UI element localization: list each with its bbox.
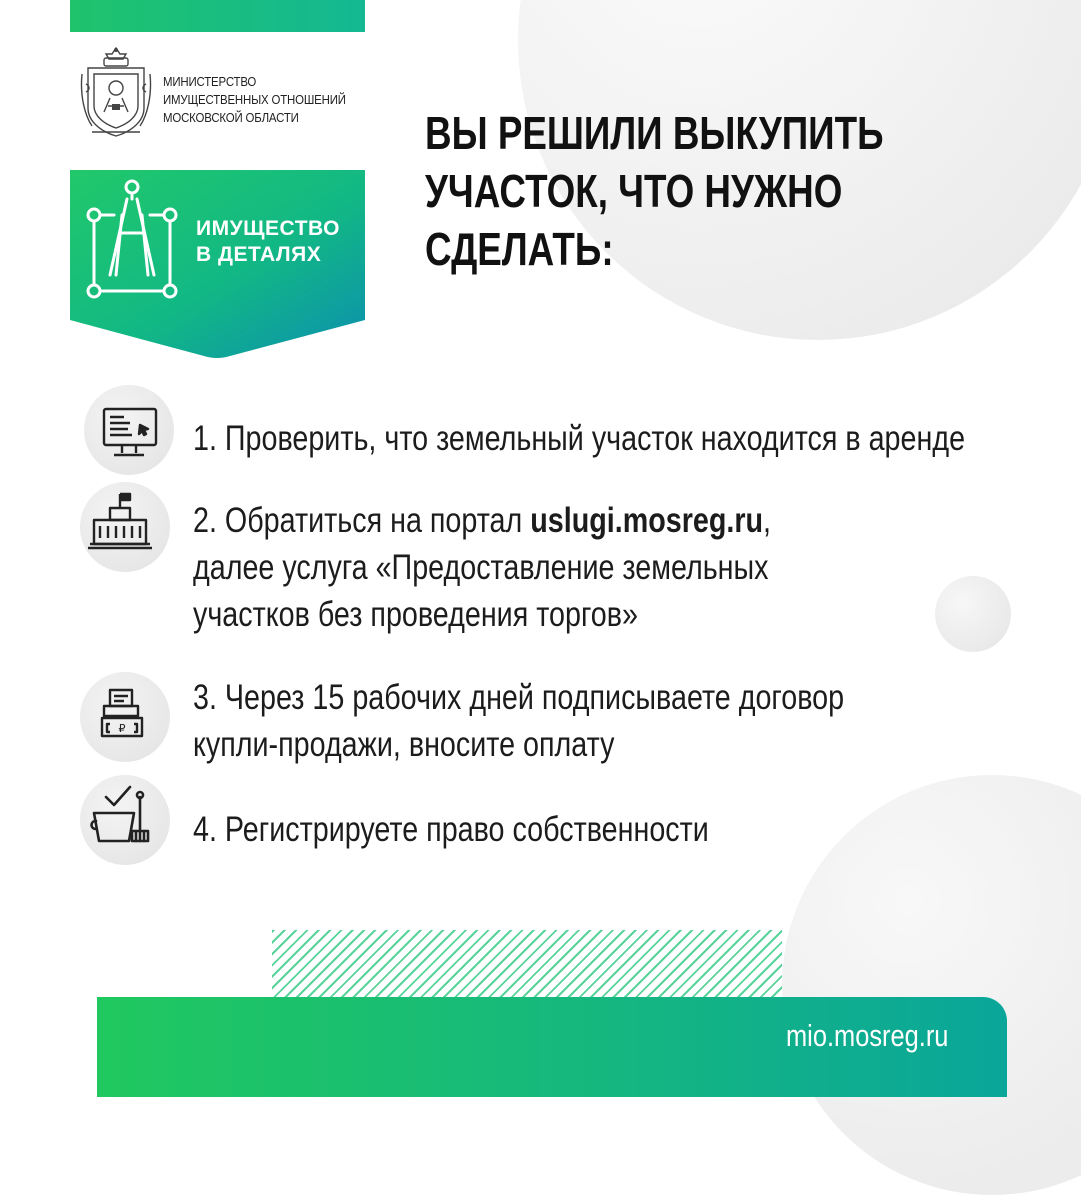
page-title bbox=[425, 104, 985, 278]
computer-monitor-icon bbox=[84, 385, 174, 475]
title-line-3: СДЕЛАТЬ: bbox=[425, 223, 614, 275]
top-accent-bar bbox=[70, 0, 365, 32]
ministry-line-2: ИМУЩЕСТВЕННЫХ ОТНОШЕНИЙ bbox=[163, 92, 346, 107]
step-1-icon-circle bbox=[84, 385, 174, 475]
step-4-text: 4. Регистрируете право собственности bbox=[193, 810, 709, 849]
title-line-2: УЧАСТОК, ЧТО НУЖНО bbox=[425, 165, 843, 217]
ministry-line-3: МОСКОВСКОЙ ОБЛАСТИ bbox=[163, 110, 299, 125]
step-3-icon-circle bbox=[80, 672, 170, 762]
step-3 bbox=[193, 674, 987, 768]
website-link[interactable] bbox=[786, 1016, 984, 1056]
step-2 bbox=[193, 497, 898, 638]
background-circle-small bbox=[935, 576, 1011, 652]
step-3-line-1: 3. Через 15 рабочих дней подписываете договор bbox=[193, 678, 845, 717]
step-2-line-2: далее услуга «Предоставление земельных bbox=[193, 548, 769, 587]
step-4 bbox=[193, 806, 822, 853]
rubric-line-2: В ДЕТАЛЯХ bbox=[196, 243, 322, 266]
ministry-line-1: МИНИСТЕРСТВО bbox=[163, 74, 257, 89]
step-1-text: 1. Проверить, что земельный участок находится в аренде bbox=[193, 419, 966, 458]
compass-drafting-icon bbox=[82, 175, 182, 300]
step-1 bbox=[193, 415, 1081, 462]
background-circle-bottom bbox=[782, 775, 1081, 1195]
portal-link[interactable]: uslugi.mosreg.ru bbox=[530, 501, 764, 540]
rubric-line-1: ИМУЩЕСТВО bbox=[196, 217, 341, 240]
step-2-text-prefix: 2. Обратиться на портал bbox=[193, 501, 531, 540]
cash-register-icon bbox=[80, 672, 170, 762]
step-2-icon-circle bbox=[80, 482, 170, 572]
bucket-checkmark-icon bbox=[80, 775, 170, 865]
step-3-line-2: купли-продажи, вносите оплату bbox=[193, 725, 615, 764]
step-2-text-suffix: , bbox=[763, 501, 772, 540]
svg-text:₽: ₽ bbox=[118, 722, 126, 735]
step-2-line-1 bbox=[193, 497, 771, 544]
hatched-decoration bbox=[272, 930, 782, 1000]
step-2-line-3: участков без проведения торгов» bbox=[193, 595, 638, 634]
government-building-icon bbox=[80, 482, 170, 572]
title-line-1: ВЫ РЕШИЛИ ВЫКУПИТЬ bbox=[425, 107, 884, 159]
ministry-name bbox=[163, 73, 371, 127]
coat-of-arms-icon bbox=[80, 44, 152, 140]
rubric-label bbox=[196, 216, 340, 268]
website-text: mio.mosreg.ru bbox=[786, 1018, 949, 1053]
step-4-icon-circle bbox=[80, 775, 170, 865]
